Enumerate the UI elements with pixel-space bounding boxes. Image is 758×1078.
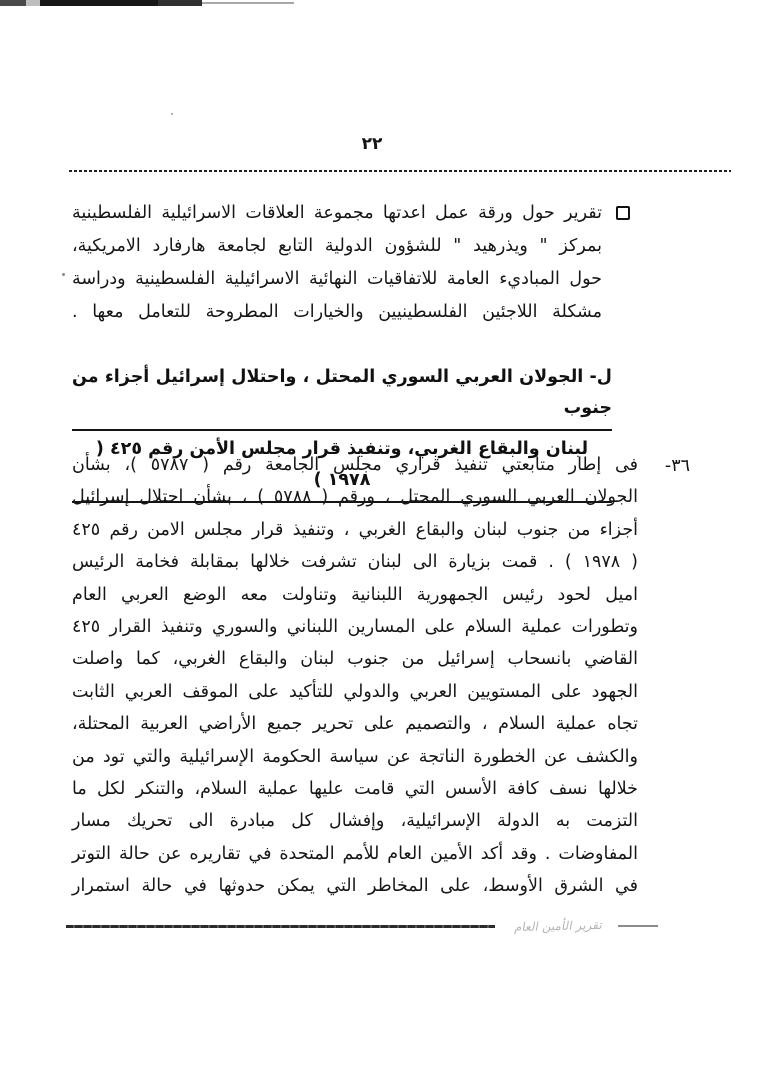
paragraph-36-line-12: التزمت به الدولة الإسرائيلية، وإفشال كل مبادرة الى تحريك مسار [72,811,638,832]
paragraph-number: ٣٦- [664,456,690,476]
paragraph-36-line-11: خلالها نسف كافة الأسس التي قامت عليها عملية السلام، والتنكر لكل ما [72,779,638,800]
section-heading-line-1: ل- الجولان العربي السوري المحتل ، واحتلال إسرائيل أجزاء من جنوب [72,362,612,431]
scan-speck [171,113,173,115]
scan-speck [62,273,65,276]
paragraph-36-line-1: فى إطار متابعتي تنفيذ قراري مجلس الجامعة رقم ( ٥٧٨٧ )، بشأن [72,455,638,475]
paragraph-36-line-14: في الشرق الأوسط، على المخاطر التي يمكن حدوثها في حالة استمرار [72,876,638,897]
paragraph-36-line-7: القاضي بانسحاب إسرائيل من جنوب لبنان والبقاع الغربي، كما واصلت [72,649,638,670]
section-heading-line-2: لبنان والبقاع الغربي، وتنفيذ قرار مجلس الأمن رقم ٤٢٥ ( ١٩٧٨ ) [72,434,612,503]
bullet-paragraph-line-3: حول المباديء العامة للاتفاقيات النهائية الاسرائيلية الفلسطينية ودراسة [72,269,602,289]
paragraph-36-line-10: والكشف عن الخطورة الناتجة عن سياسة الحكومة الإسرائيلية والتي تود من [72,746,638,767]
paragraph-36-body [72,449,690,903]
paragraph-36 [72,449,690,903]
page-footer [66,919,658,933]
scan-artifact-top-band [0,0,202,6]
bullet-paragraph-line-1: تقرير حول ورقة عمل اعدتها مجموعة العلاقات الاسرائيلية الفلسطينية [72,203,602,223]
paragraph-36-line-2: الجولان العربي السوري المحتل ، ورقم ( ٥٧٨٨ ) ، بشأن احتلال إسرائيل [72,487,638,508]
paragraph-36-line-4: ( ١٩٧٨ ) . قمت بزيارة الى لبنان تشرفت خلالها بمقابلة فخامة الرئيس [72,552,638,573]
paragraph-36-line-6: وتطورات عملية السلام على المسارين اللبناني والسوري وتنفيذ القرار ٤٢٥ [72,617,638,638]
footer-stamp-text: تقرير الأمين العام [513,917,604,935]
square-bullet-icon [616,206,630,220]
paragraph-36-line-9: تجاه عملية السلام ، والتصميم على تحرير جميع الأراضي العربية المحتلة، [72,714,638,735]
page-number: ٢٢ [361,134,383,154]
bullet-paragraph [72,197,602,329]
footer-rule-short [618,925,658,927]
bullet-paragraph-line-2: بمركز " ويذرهيد " للشؤون الدولية التابع لجامعة هارفارد الامريكية، [72,236,602,256]
footer-rule-long [66,925,495,928]
header-dotted-rule [69,170,731,172]
bullet-paragraph-line-4: مشكلة اللاجئين الفلسطينيين والخيارات المطروحة للتعامل معها . [72,302,602,322]
paragraph-36-line-13: المفاوضات . وقد أكد الأمين العام للأمم المتحدة في تقاريره عن حالة التوتر [72,843,638,864]
paragraph-36-line-5: اميل لحود رئيس الجمهورية اللبنانية وتناولت معه الوضع العربي العام [72,584,638,605]
paragraph-36-line-3: أجزاء من جنوب لبنان والبقاع الغربي ، وتنفيذ قرار مجلس الامن رقم ٤٢٥ [72,519,638,540]
paragraph-36-line-8: الجهود على المستويين العربي والدولي للتأكيد على الموقف العربي الثابت [72,681,638,702]
scan-artifact-top-line [202,2,294,4]
